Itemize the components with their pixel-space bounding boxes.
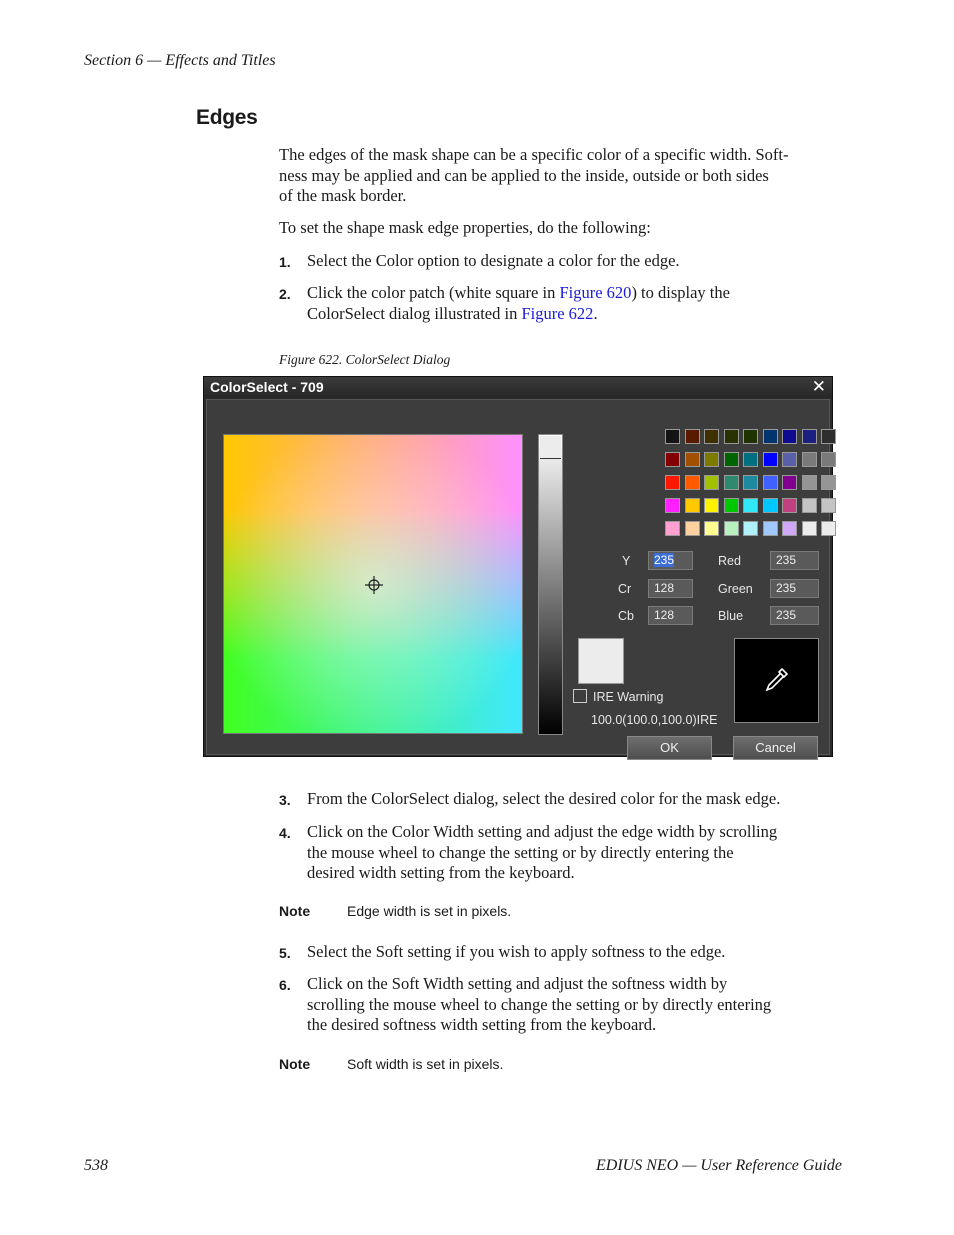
green-label: Green [718, 582, 753, 596]
cb-input[interactable]: 128 [648, 606, 693, 625]
step-number: 3. [279, 792, 291, 808]
color-swatch[interactable] [743, 452, 758, 467]
color-swatch[interactable] [802, 498, 817, 513]
eyedropper-icon [762, 666, 790, 694]
step-number: 4. [279, 825, 291, 841]
color-swatch[interactable] [782, 452, 797, 467]
ire-value: 100.0(100.0,100.0)IRE [591, 713, 718, 727]
intro-paragraph [279, 145, 844, 207]
color-swatch[interactable] [743, 498, 758, 513]
color-swatch[interactable] [704, 521, 719, 536]
color-swatch[interactable] [821, 452, 836, 467]
color-swatch[interactable] [724, 498, 739, 513]
color-swatch[interactable] [763, 452, 778, 467]
color-swatch[interactable] [665, 429, 680, 444]
colorselect-dialog [203, 376, 833, 757]
color-swatch[interactable] [743, 521, 758, 536]
color-swatch[interactable] [724, 475, 739, 490]
color-swatch[interactable] [763, 498, 778, 513]
red-label: Red [718, 554, 741, 568]
color-swatch[interactable] [724, 521, 739, 536]
color-swatch[interactable] [802, 521, 817, 536]
intro-line: The edges of the mask shape can be a specific color of a specific width. Soft- [279, 145, 789, 164]
footer-title: EDIUS NEO — User Reference Guide [595, 1157, 842, 1174]
step-text-line: Click on the Color Width setting and adjust the edge width by scrolling [307, 822, 778, 841]
note-label: Note [279, 903, 311, 919]
note-text: Edge width is set in pixels. [347, 903, 512, 919]
color-swatch[interactable] [782, 475, 797, 490]
figure-622-link[interactable]: Figure 622 [521, 303, 594, 323]
ok-button[interactable]: OK [627, 736, 712, 760]
figure-620-link[interactable]: Figure 620 [559, 283, 632, 302]
color-swatch[interactable] [685, 429, 700, 444]
step-number: 1. [279, 254, 291, 270]
figure-caption: Figure 622. ColorSelect Dialog [279, 352, 451, 367]
color-swatch[interactable] [724, 429, 739, 444]
color-swatch[interactable] [665, 498, 680, 513]
color-swatch[interactable] [665, 521, 680, 536]
color-swatch[interactable] [704, 498, 719, 513]
step-text-part: ColorSelect dialog illustrated in [307, 303, 522, 323]
note-edge-width [279, 903, 511, 919]
slider-handle[interactable] [540, 436, 561, 459]
color-swatch[interactable] [685, 521, 700, 536]
color-swatch[interactable] [704, 475, 719, 490]
y-value: 235 [654, 553, 675, 567]
color-swatch[interactable] [802, 475, 817, 490]
dialog-title: ColorSelect - 709 [210, 379, 324, 395]
color-swatch[interactable] [782, 498, 797, 513]
cb-label: Cb [618, 609, 634, 623]
eyedropper-button[interactable] [734, 638, 819, 723]
color-swatch[interactable] [743, 475, 758, 490]
color-swatch[interactable] [665, 475, 680, 490]
step-text-line: Click on the Soft Width setting and adjust the softness width by [307, 974, 728, 993]
step-number: 2. [279, 286, 291, 302]
ire-warning-checkbox[interactable] [573, 689, 587, 703]
step-text: Select the Soft setting if you wish to apply softness to the edge. [307, 942, 726, 961]
step-text-part: ) to display the [631, 283, 730, 302]
luminance-slider[interactable] [538, 434, 563, 735]
step-6 [279, 974, 844, 1036]
step-text: From the ColorSelect dialog, select the desired color for the mask edge. [307, 789, 781, 808]
step-text-line: the mouse wheel to change the setting or by directly entering the [307, 842, 734, 862]
close-icon[interactable]: ✕ [811, 377, 826, 396]
color-swatch[interactable] [685, 498, 700, 513]
step-text-line: desired width setting from the keyboard. [307, 863, 575, 882]
y-input[interactable] [648, 551, 693, 570]
intro-line: ness may be applied and can be applied to the inside, outside or both sides [279, 165, 769, 185]
cr-input[interactable]: 128 [648, 579, 693, 598]
color-swatch[interactable] [821, 498, 836, 513]
green-input[interactable]: 235 [770, 579, 819, 598]
color-swatch[interactable] [782, 521, 797, 536]
blue-label: Blue [718, 609, 744, 623]
note-soft-width [279, 1056, 503, 1072]
color-swatch[interactable] [782, 429, 797, 444]
cancel-button[interactable]: Cancel [733, 736, 818, 760]
instruction-text: To set the shape mask edge properties, do the following: [279, 218, 651, 237]
color-swatch[interactable] [821, 429, 836, 444]
step-text [307, 822, 844, 884]
color-swatch[interactable] [821, 521, 836, 536]
color-swatch[interactable] [685, 475, 700, 490]
color-swatch[interactable] [763, 521, 778, 536]
blue-input[interactable]: 235 [770, 606, 819, 625]
red-input[interactable]: 235 [770, 551, 819, 570]
section-heading: Edges [196, 106, 258, 129]
step-number: 5. [279, 945, 291, 961]
step-text: Select the Color option to designate a color for the edge. [307, 251, 680, 270]
dialog-titlebar[interactable] [204, 377, 832, 398]
step-text [307, 974, 844, 1036]
dialog-body [206, 399, 830, 755]
color-field[interactable] [223, 434, 523, 734]
color-swatch[interactable] [685, 452, 700, 467]
color-swatch[interactable] [763, 475, 778, 490]
step-text-part: Click the color patch (white square in [307, 283, 560, 302]
color-swatch[interactable] [802, 429, 817, 444]
intro-line: of the mask border. [279, 186, 407, 205]
note-label: Note [279, 1056, 311, 1072]
color-preview [578, 638, 624, 684]
step-text [307, 283, 844, 324]
note-text: Soft width is set in pixels. [347, 1056, 504, 1072]
color-swatch[interactable] [802, 452, 817, 467]
step-5 [279, 942, 844, 963]
page-number: 538 [84, 1157, 108, 1174]
color-swatch[interactable] [704, 429, 719, 444]
cr-label: Cr [618, 582, 632, 596]
step-1 [279, 251, 844, 272]
section-header: Section 6 — Effects and Titles [84, 52, 276, 69]
y-label: Y [622, 554, 631, 568]
color-swatch[interactable] [665, 452, 680, 467]
step-3 [279, 789, 844, 810]
crosshair-icon[interactable] [365, 576, 383, 594]
step-text-part: . [593, 303, 598, 323]
ire-warning-label: IRE Warning [593, 690, 664, 704]
step-number: 6. [279, 977, 291, 993]
color-swatch[interactable] [763, 429, 778, 444]
step-4 [279, 822, 844, 884]
step-text-line: the desired softness width setting from the keyboard. [307, 1015, 657, 1034]
step-2 [279, 283, 844, 324]
color-swatch[interactable] [821, 475, 836, 490]
color-swatch[interactable] [704, 452, 719, 467]
color-swatch[interactable] [743, 429, 758, 444]
color-swatch[interactable] [724, 452, 739, 467]
step-text-line: scrolling the mouse wheel to change the setting or by directly entering [307, 994, 772, 1014]
